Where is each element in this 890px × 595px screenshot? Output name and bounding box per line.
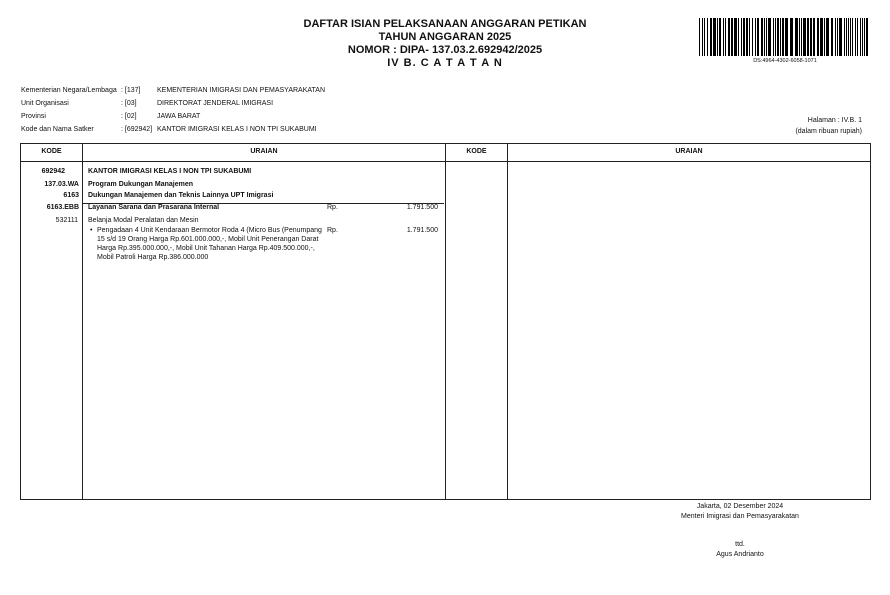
row-output-kode: 6163.EBB <box>46 204 79 211</box>
row-kegiatan-kode: 6163 <box>63 192 79 199</box>
row-program-uraian: Program Dukungan Manajemen <box>88 181 194 188</box>
detail-rp: Rp. <box>327 227 338 234</box>
meta-value: JAWA BARAT <box>157 113 201 120</box>
unit-note: (dalam ribuan rupiah) <box>795 128 862 135</box>
detail-line: Mobil Patroli Harga Rp.386.000.000 <box>97 254 209 261</box>
row-kegiatan-uraian: Dukungan Manajemen dan Teknis Lainnya UPT Imigrasi <box>88 192 274 199</box>
row-akun-kode: 532111 <box>55 217 78 224</box>
meta-value: DIREKTORAT JENDERAL IMIGRASI <box>157 100 274 107</box>
barcode-image <box>699 18 871 56</box>
meta-code: : [692942] <box>121 126 153 133</box>
meta-label: Kode dan Nama Satker <box>21 126 94 133</box>
signature-ttd: ttd. <box>735 541 745 548</box>
header-kode-left: KODE <box>41 148 62 155</box>
meta-label: Provinsi <box>21 113 46 120</box>
row-output-amount: 1.791.500 <box>406 204 438 211</box>
catatan-table <box>20 143 871 500</box>
satker-info <box>0 85 400 137</box>
meta-code: : [137] <box>121 87 141 94</box>
doc-title-line1: DAFTAR ISIAN PELAKSANAAN ANGGARAN PETIKAN <box>303 18 587 30</box>
header-kode-right: KODE <box>466 148 487 155</box>
meta-value: KANTOR IMIGRASI KELAS I NON TPI SUKABUMI <box>157 126 317 133</box>
detail-amount: 1.791.500 <box>406 227 438 234</box>
meta-code: : [02] <box>121 113 137 120</box>
row-output-rp: Rp. <box>327 204 338 211</box>
detail-line: Harga Rp.395.000.000,-, Mobil Unit Tahanan Harga Rp.409.500.000,-, <box>97 245 315 252</box>
row-satker-kode: 692942 <box>41 168 65 175</box>
meta-label: Unit Organisasi <box>21 100 69 107</box>
meta-row-satker <box>0 124 400 136</box>
row-output-uraian: Layanan Sarana dan Prasarana Internal <box>88 204 220 211</box>
meta-label: Kementerian Negara/Lembaga <box>21 87 117 94</box>
signature-position: Menteri Imigrasi dan Pemasyarakatan <box>681 513 799 520</box>
barcode-text: DS:4964-4302-6058-1071 <box>753 58 817 64</box>
row-satker-uraian: KANTOR IMIGRASI KELAS I NON TPI SUKABUMI <box>88 168 252 175</box>
doc-title-line2: TAHUN ANGGARAN 2025 <box>378 31 512 43</box>
detail-line: Pengadaan 4 Unit Kendaraan Bermotor Roda 4 (Micro Bus (Penumpang <box>97 227 322 234</box>
doc-title-line4: IV B. C A T A T A N <box>387 57 503 69</box>
row-program-kode: 137.03.WA <box>44 181 79 188</box>
row-akun-uraian: Belanja Modal Peralatan dan Mesin <box>88 217 199 224</box>
detail-line: 15 s/d 19 Orang Harga Rp.601.000.000,-, Mobil Unit Penerangan Darat <box>97 236 319 243</box>
header-uraian-left: URAIAN <box>250 148 278 155</box>
header-uraian-right: URAIAN <box>675 148 703 155</box>
detail-item <box>97 226 337 262</box>
doc-title-line3: NOMOR : DIPA- 137.03.2.692942/2025 <box>347 44 543 56</box>
signature-name: Agus Andrianto <box>716 551 764 558</box>
meta-row-unit <box>0 98 400 110</box>
meta-row-provinsi <box>0 111 400 123</box>
signature-place-date: Jakarta, 02 Desember 2024 <box>696 503 784 510</box>
detail-bullet: • <box>90 227 93 234</box>
meta-value: KEMENTERIAN IMIGRASI DAN PEMASYARAKATAN <box>157 87 326 94</box>
page-number: Halaman : IV.B. 1 <box>807 117 862 124</box>
meta-code: : [03] <box>121 100 137 107</box>
meta-row-kementerian <box>0 85 400 97</box>
